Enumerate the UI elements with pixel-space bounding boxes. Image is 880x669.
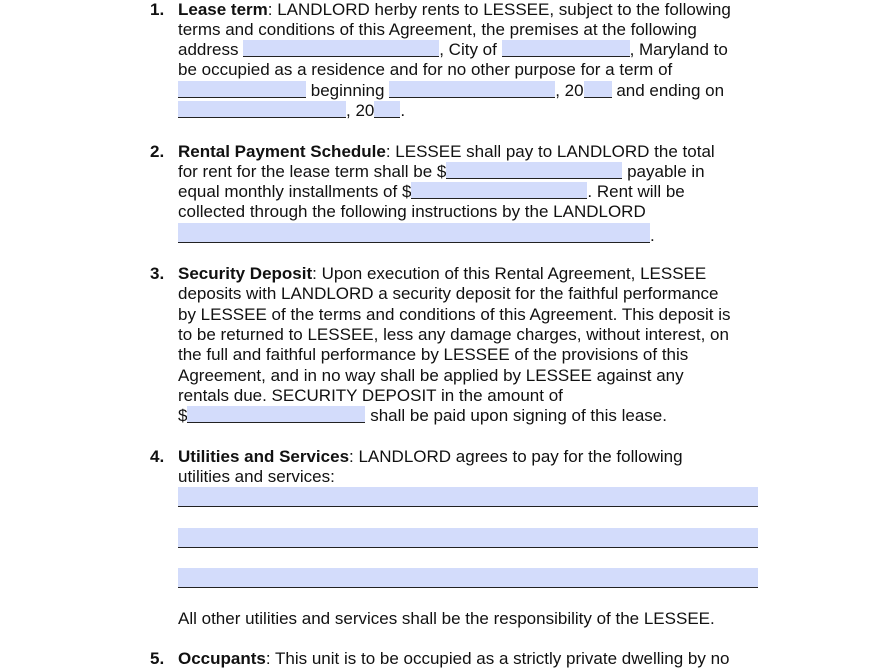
address-field[interactable] xyxy=(243,40,439,57)
utilities-field-1[interactable] xyxy=(178,487,758,507)
begin-year-field[interactable] xyxy=(584,81,612,98)
section-number: 1. xyxy=(150,0,165,19)
section-title: Occupants xyxy=(178,649,266,668)
total-rent-field[interactable] xyxy=(446,162,622,179)
lessee-utilities-note: All other utilities and services shall be the responsibility of the LESSEE. xyxy=(178,609,715,628)
utilities-field-3[interactable] xyxy=(178,568,758,588)
term-field[interactable] xyxy=(178,81,306,98)
begin-date-field[interactable] xyxy=(389,81,555,98)
utilities-field-2[interactable] xyxy=(178,528,758,548)
section-number: 2. xyxy=(150,142,165,161)
city-field[interactable] xyxy=(502,40,630,57)
end-date-field[interactable] xyxy=(178,101,346,118)
section-number: 5. xyxy=(150,649,165,668)
section-title: Lease term xyxy=(178,0,268,19)
end-year-field[interactable] xyxy=(374,101,400,118)
monthly-installment-field[interactable] xyxy=(411,182,587,199)
payment-instructions-field[interactable] xyxy=(178,223,650,243)
section-number: 3. xyxy=(150,264,165,283)
section-number: 4. xyxy=(150,447,165,466)
section-title: Utilities and Services xyxy=(178,447,350,466)
section-title: Rental Payment Schedule xyxy=(178,142,386,161)
deposit-amount-field[interactable] xyxy=(187,406,365,423)
lease-agreement-page: 1. Lease term: LANDLORD herby rents to LESSEE, subject to the following terms and conditions of this Agreement, the premises at the following address , City of , Maryland to be occupied as a residence and for no other purpose for a term of beginning , 20 and ending on , 20 . 2. Rental Payment Schedule: LESSEE shall pay to LANDLORD the total for rent for the lease term shall be $ payable in equal monthly installments of $ . Rent will be collected through the following instructions by the LANDLORD . 3. Security Deposit: Upon execution of this Rental Agreement, LESSEE deposits with LANDLORD a security deposit for the faithful performance by LESSEE of the terms and conditions of this Agreement. This deposit is to be returned to LESSEE, less any damage charges, without interest, on the full and faithful performance by LESSEE of the provisions of this Agreement, and in no way shall be applied by LESSEE against any rentals due. SECURITY DEPOSIT in the amount of $ shall be paid upon signing of this lease. 4. Utilities and Services: LANDLORD agrees to pay for the following utilities and services: All other utilities and services shall be the responsibility of the LESSEE. 5. Occupants: This unit is to be occupied as a strictly private dwelling by no xyxy=(0,0,880,660)
section-title: Security Deposit xyxy=(178,264,313,283)
